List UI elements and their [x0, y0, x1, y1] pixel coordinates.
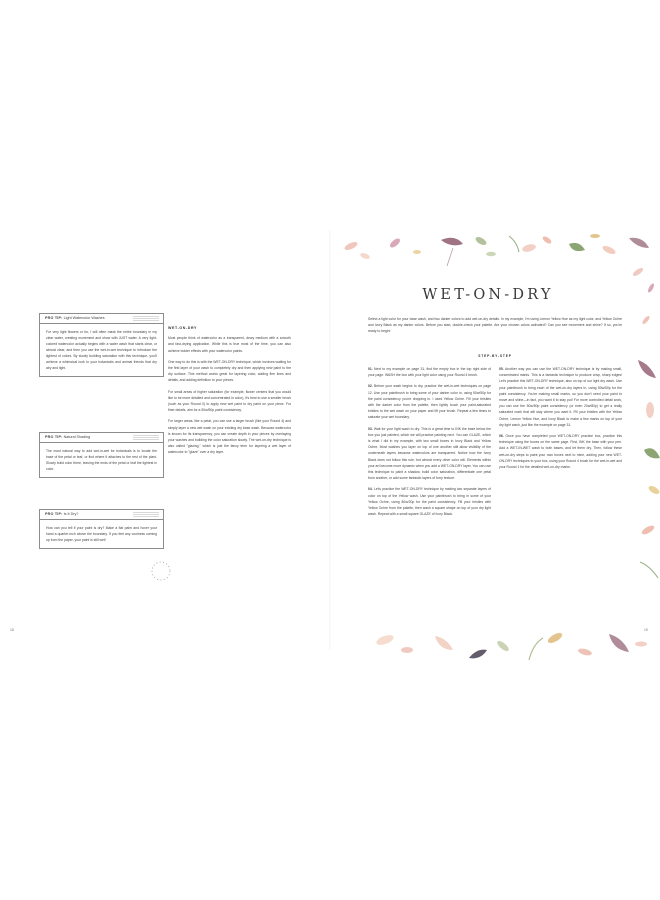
- step-text: Before your wash begins to dry, practice the wet-in-wet techniques on page 12. Use your paintbrush to bring some of your darker color in, using 50w/50p for the paint consistency you're dropping in. I used Yellow Ochre. Fill your bristles with the darker color from the palette, then lightly touch your paint-saturated bristles to the wet wash on your paper and lift your brush. Repeat a few times to saturate your wet boundary.: [368, 384, 491, 420]
- header-lines-decoration: [133, 435, 159, 440]
- section-paragraph: For larger areas, like a petal, you can use a larger brush (like your Round 4) and simply layer a new wet wash on your existing dry base wash. Because watercolor is known for its transparency, you can create depth in your pieces by overlaying your washes and building the color saturation slowly. The wet-on-dry technique is also called "glazing," which is just the fancy term for layering a wet layer of watercolor to "glaze" over a dry layer.: [168, 419, 291, 455]
- step-text: Let's practice the WET-ON-DRY technique by making two separate layers of color on top of the Yellow wash. Use your paintbrush to bring in some of your Yellow Ochre, using 80w/20p for the paint consistency. Fill your bristles with Yellow Ochre from the palette, then wash a square shape on top of your dry light wash. Repeat with a small square GLAZE of Ivory Black.: [368, 487, 491, 517]
- step-text: Another way you can use the WET-ON-DRY technique is by making small, concentrated marks. This is a fantastic technique to produce crisp, sharp edges! Let's practice this WET-ON-DRY technique, also on top of our light dry wash. Use your paintbrush to bring each of the wet-on-dry layers in, using 50w/50p for the paint consistency. You're making small marks, so you don't need your paint to move and shine—in fact, you want it to stay put! For more controlled detail work, you can use the 50w/50p paint consistency (or even 20w/80p) to get a really saturated mark that will stay where you want it. Fill your bristles with the Yellow Ochre, Lemon Yellow Hue, and Ivory Black to make a few marks on top of your dry light wash, just like the example on page 31.: [499, 367, 622, 427]
- steps-column-left: [368, 366, 491, 522]
- pro-tip-label: PRO TIP:: [45, 512, 63, 516]
- wet-on-dry-section: [168, 325, 291, 461]
- pro-tip-title: Natural Shading: [63, 435, 91, 439]
- section-paragraph: For small areas of higher saturation (for example, flower centers that you would like to be more detailed and concentrated in color), it's best to use a smaller brush (such as your Round 0) to apply new wet paint to dry paint on your piece. For finer details, aim for a 50w/50p paint consistency.: [168, 389, 291, 413]
- section-heading: WET-ON-DRY: [168, 326, 198, 330]
- pro-tip-label: PRO TIP:: [45, 316, 63, 320]
- step-number: 03.: [368, 426, 373, 431]
- watercolor-botanicals-side: [620, 300, 660, 600]
- watercolor-botanicals-bottom: [333, 618, 660, 668]
- pro-tip-body: How can you tell if your paint is dry? Make a flat palm and hover your hand a quarter-inch above the boundary. If you feel any coolness coming up from the paper, your paint is still wet!: [46, 526, 157, 542]
- pro-tip-header: [40, 314, 163, 324]
- page-title: WET-ON-DRY: [422, 287, 554, 303]
- pro-tip-title: Is It Dry?: [63, 512, 79, 516]
- step-item: [368, 366, 491, 378]
- page-number-right: 19: [644, 628, 648, 632]
- pro-tip-box-dry: [39, 509, 164, 549]
- step-number: 01.: [368, 367, 373, 371]
- pro-tip-box-shading: [39, 432, 164, 478]
- step-item: [368, 486, 491, 517]
- step-item: [368, 383, 491, 420]
- page-number-left: 18: [10, 628, 14, 632]
- pro-tip-header: [40, 510, 163, 520]
- step-item: [499, 366, 622, 428]
- pro-tip-body: For very light flowers or fur, I will often mask the entire boundary in my clear water, creating movement and show with JUST water. A very light-colored watercolor actually begins with a water wash that starts clear, or almost clear, and then you use the wet-in-wet technique to introduce the lightest of colors. By slowly building saturation with this technique, you'll achieve a whimsical look to your botanicals and animal friends that dry airy and light.: [46, 330, 157, 370]
- pro-tip-box-washes: [39, 313, 164, 377]
- intro-paragraph: Select a light color for your base wash, and two darker colors to add wet-on-dry details. In my example, I'm using Lemon Yellow Hue as my light color, and Yellow Ochre and Ivory Black as my darker colors. Before you start, double-check your palette. Are your chosen colors activated? Can you see movement and shine? If so, you're ready to begin!: [368, 317, 622, 334]
- step-item: [499, 433, 622, 470]
- step-number: 04.: [368, 487, 373, 492]
- dotted-swirl-decoration: [148, 558, 174, 584]
- section-paragraph: One way to do this is with the WET-ON-DRY technique, which involves waiting for the first layer of your wash to completely dry and then applying new paint to the dry surface. This method works great for layering color, adding fine lines and details, and adding definition to your pieces.: [168, 359, 291, 383]
- pro-tip-body: The most natural way to add wet-in-wet for botanicals is to locate the base of the petal or leaf, or find where it attaches to the rest of the plant. Slowly build color there, leaving the ends of the petal or leaf the lightest in color.: [46, 449, 157, 471]
- step-number: 02.: [368, 384, 373, 389]
- steps-column-right: [499, 366, 622, 475]
- step-number: 06.: [499, 434, 504, 439]
- pro-tip-title: Light Watercolor Washes: [63, 316, 105, 320]
- step-number: 05.: [499, 367, 504, 371]
- pro-tip-header: [40, 433, 163, 443]
- step-text: Next to my example on page 31, find the empty box in the top right side of your page. WASH the box with your light color using your Round 4 brush.: [368, 367, 491, 378]
- header-lines-decoration: [133, 512, 159, 517]
- step-text: Wait for your light wash to dry. This is a great time to INK the base below the box you just painted, which we will practice painting next. You can GLAZE, which is what I did in my example, with two small boxes in Ivory Black and Yellow Ochre. Most washes you layer on top of one another still allow visibility of the underneath layers because watercolors are transparent. Notice how the Ivory Black does not follow this rule, but almost every other color will. Elements within your art become more dynamic when you add a WET-ON-DRY layer. You can use this technique to paint a shadow, build color saturation, differentiate one petal from another, or add some fantastic layers of furry texture.: [368, 426, 491, 481]
- step-text: Once you have completed your WET-ON-DRY practice box, practice this technique using the boxes on the same page. First, INK the base with your pen. Add a WET-IN-WET wash to both bases, and let them dry. Then, follow these wet-on-dry steps to paint your own boxes next to mine, adding your new WET-ON-DRY techniques to your box, using your Round 4 brush for the wet-in-wet and your Round 1 for the detailed wet-on-dry marks.: [499, 434, 622, 470]
- page-gutter: [329, 230, 331, 650]
- header-lines-decoration: [133, 316, 159, 321]
- step-by-step-heading: STEP-BY-STEP: [478, 354, 512, 358]
- section-paragraph: Most people think of watercolor as a transparent, dewy medium with a smooth and fast-drying application. While this is true most of the time, you can also achieve bolder effects with your watercolor paints.: [168, 336, 291, 353]
- step-item: [368, 426, 491, 482]
- pro-tip-label: PRO TIP:: [45, 435, 63, 439]
